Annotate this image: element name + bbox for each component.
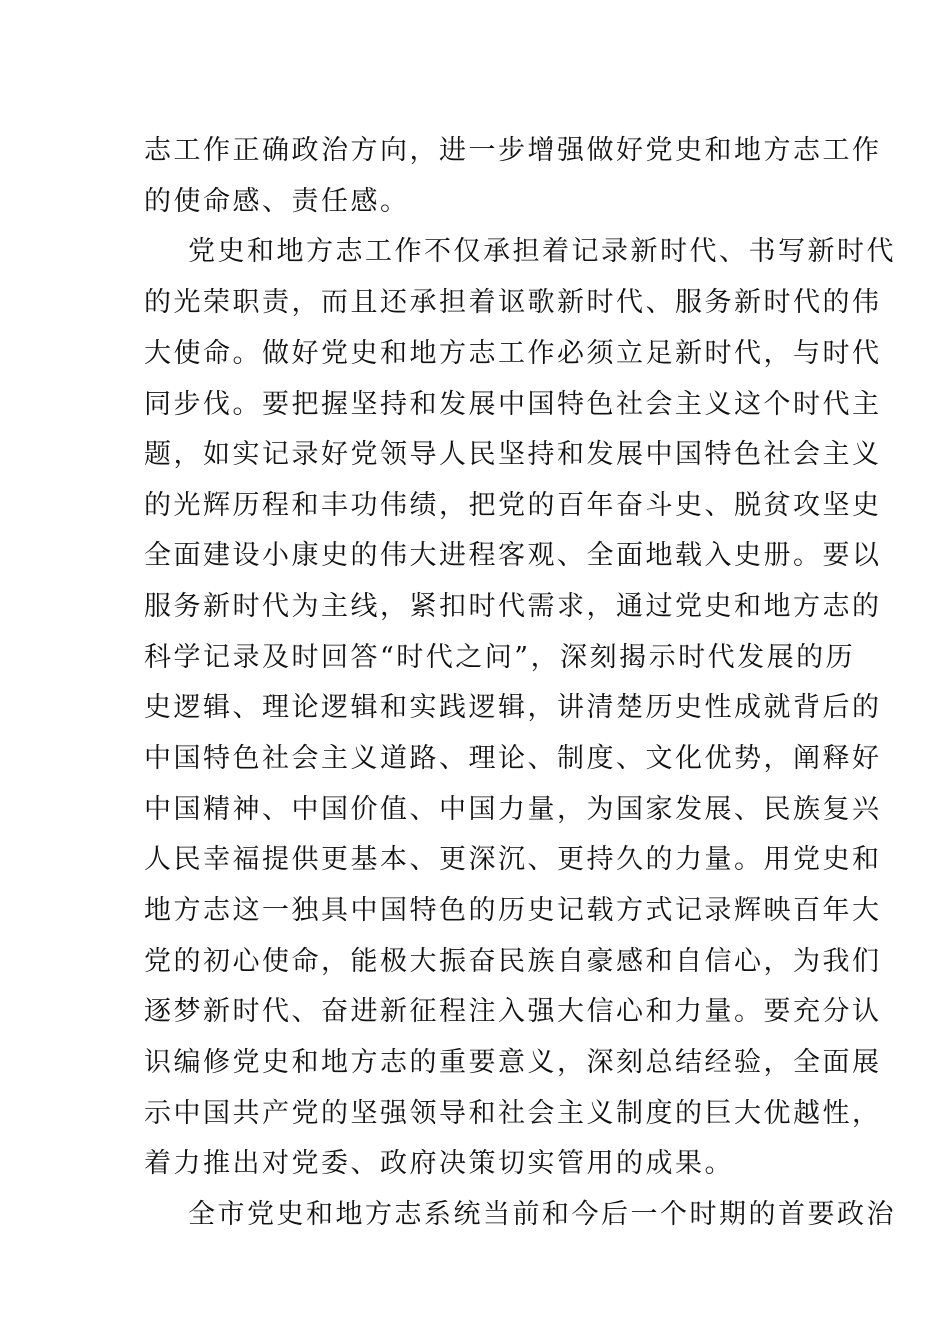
text-line-14: 中国精神、中国价值、中国力量，为国家发展、民族复兴 [144,794,882,825]
text-line-1: 志工作正确政治方向，进一步增强做好党史和地方志工作 [144,135,882,166]
paragraph-start: 党史和地方志工作不仅承担着记录新时代、书写新时代 [188,236,896,267]
text-line-5: 大使命。做好党史和地方志工作必须立足新时代，与时代 [144,338,882,369]
text-line-11: 科学记录及时回答“时代之问”，深刻揭示时代发展的历 [144,642,856,673]
text-line-19: 识编修党史和地方志的重要意义，深刻总结经验，全面展 [144,1047,882,1078]
text-line-9: 全面建设小康史的伟大进程客观、全面地载入史册。要以 [144,540,882,571]
text-line-21: 着力推出对党委、政府决策切实管用的成果。 [144,1148,734,1179]
text-line-20: 示中国共产党的坚强领导和社会主义制度的巨大优越性， [144,1098,882,1129]
text-line-7: 题，如实记录好党领导人民坚持和发展中国特色社会主义 [144,439,882,470]
text-line-4: 的光荣职责，而且还承担着讴歌新时代、服务新时代的伟 [144,287,882,318]
text-line-2: 的使命感、责任感。 [144,186,410,217]
text-line-17: 党的初心使命，能极大振奋民族自豪感和自信心，为我们 [144,946,882,977]
text-line-13: 中国特色社会主义道路、理论、制度、文化优势，阐释好 [144,743,882,774]
text-line-16: 地方志这一独具中国特色的历史记载方式记录辉映百年大 [144,895,882,926]
text-line-18: 逐梦新时代、奋进新征程注入强大信心和力量。要充分认 [144,996,882,1027]
text-line-12: 史逻辑、理论逻辑和实践逻辑，讲清楚历史性成就背后的 [144,692,882,723]
text-line-10: 服务新时代为主线，紧扣时代需求，通过党史和地方志的 [144,591,882,622]
text-line-15: 人民幸福提供更基本、更深沉、更持久的力量。用党史和 [144,844,882,875]
text-line-6: 同步伐。要把握坚持和发展中国特色社会主义这个时代主 [144,389,882,420]
text-line-8: 的光辉历程和丰功伟绩，把党的百年奋斗史、脱贫攻坚史 [144,490,882,521]
paragraph-start: 全市党史和地方志系统当前和今后一个时期的首要政治 [188,1199,896,1230]
